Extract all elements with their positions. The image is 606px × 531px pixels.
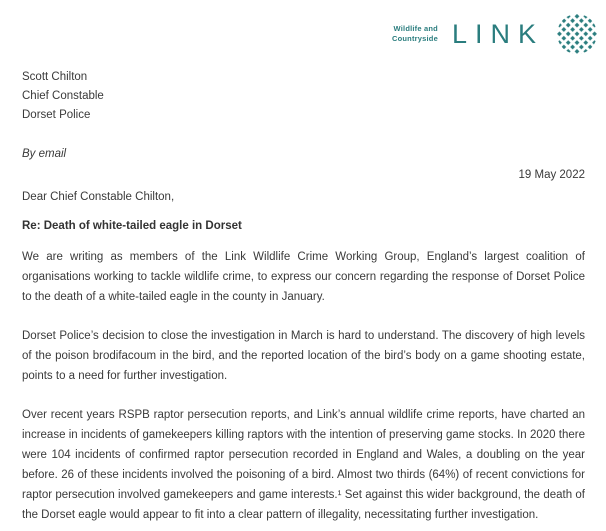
logo-tagline-line2: Countryside [392, 34, 438, 43]
recipient-address-block [22, 68, 585, 125]
salutation: Dear Chief Constable Chilton, [22, 191, 175, 203]
letter-content [0, 68, 606, 525]
letter-paragraph: We are writing as members of the Link Wildlife Crime Working Group, England’s largest coalition of organisations working to tackle wildlife crime, to express our concern regarding the response of Dorset Police to the death of a white-tailed eagle in the county in January. [22, 251, 585, 303]
recipient-title: Chief Constable [22, 90, 104, 102]
letter-date: 19 May 2022 [518, 169, 585, 181]
delivery-method: By email [22, 148, 67, 160]
letter-paragraph: Over recent years RSPB raptor persecution reports, and Link’s annual wildlife crime reports, have charted an increase in incidents of gamekeepers killing raptors with the intention of preserving game stocks. In 2020 there were 104 incidents of confirmed raptor persecution recorded in England and Wales, a doubling on the year before. 26 of these incidents involved the poisoning of a bird. Almost two thirds (64%) of recent convictions for raptor persecution involved gamekeepers and game interests.¹ Set against this wider background, the death of the Dorset eagle would appear to fit into a clear pattern of illegality, necessitating further investigation. [22, 409, 585, 521]
recipient-name: Scott Chilton [22, 71, 88, 83]
wildlife-countryside-link-logo [392, 13, 598, 55]
subject-line: Re: Death of white-tailed eagle in Dorset [22, 220, 242, 232]
letter-paragraph: Dorset Police’s decision to close the investigation in March is hard to understand. The discovery of high levels of the poison brodifacoum in the bird, and the reported location of the bird’s body on a game shooting estate, points to a need for further investigation. [22, 330, 585, 382]
link-knot-icon [556, 13, 598, 55]
logo-tagline-line1: Wildlife and [393, 24, 438, 33]
logo-wordmark: LINK [451, 19, 544, 49]
letterhead [0, 0, 606, 56]
logo-tagline [392, 24, 438, 44]
recipient-organisation: Dorset Police [22, 109, 91, 121]
